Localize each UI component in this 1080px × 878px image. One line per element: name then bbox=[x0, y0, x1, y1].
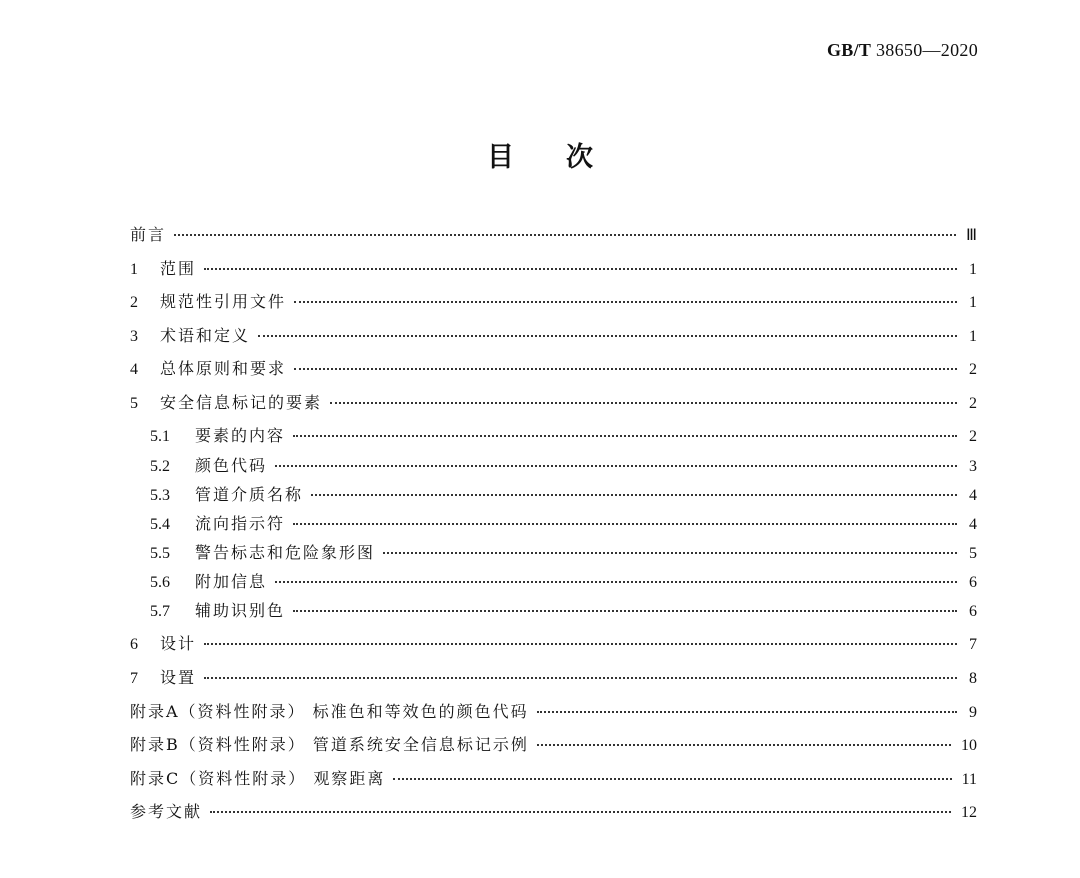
toc-entry[interactable] bbox=[130, 665, 977, 688]
toc-entry-label: 规范性引用文件 bbox=[160, 292, 287, 311]
toc-entry-number: 4 bbox=[130, 361, 138, 378]
toc-entry-label: 管道介质名称 bbox=[195, 485, 304, 504]
dot-leader bbox=[204, 268, 957, 270]
toc-entry-page: 7 bbox=[969, 636, 977, 653]
toc-entry-page: 9 bbox=[969, 704, 977, 721]
toc-entry-page: 6 bbox=[969, 603, 977, 620]
toc-entry[interactable] bbox=[130, 323, 977, 346]
toc-entry-label: 辅助识别色 bbox=[195, 601, 286, 620]
toc-entry-label: 术语和定义 bbox=[160, 326, 251, 345]
page-title: 目次 bbox=[487, 142, 645, 173]
toc-entry[interactable] bbox=[130, 256, 977, 279]
dot-leader bbox=[204, 677, 957, 679]
dot-leader bbox=[537, 711, 957, 713]
toc-entry-label: 要素的内容 bbox=[195, 426, 286, 445]
toc-entry-page: 2 bbox=[969, 428, 977, 445]
standard-prefix: GB/T bbox=[826, 40, 872, 60]
toc-entry-label: 附录A（资料性附录） 标准色和等效色的颜色代码 bbox=[130, 702, 529, 721]
toc-entry[interactable] bbox=[130, 511, 977, 534]
toc-entry-number: 5.6 bbox=[150, 574, 170, 591]
dot-leader bbox=[311, 494, 957, 496]
toc-entry-page: 1 bbox=[969, 294, 977, 311]
dot-leader bbox=[294, 301, 957, 303]
toc-entry-label: 附加信息 bbox=[195, 572, 268, 591]
dot-leader bbox=[293, 610, 957, 612]
toc-entry[interactable] bbox=[130, 482, 977, 505]
toc-entry-number: 5.4 bbox=[150, 516, 170, 533]
toc-entry-page: 8 bbox=[969, 670, 977, 687]
toc-entry-number: 5 bbox=[130, 395, 138, 412]
toc-entry[interactable] bbox=[130, 390, 977, 413]
toc-entry-page: 4 bbox=[969, 516, 977, 533]
toc-entry[interactable] bbox=[130, 453, 977, 476]
toc-entry-page: 4 bbox=[969, 487, 977, 504]
toc-entry-label: 设计 bbox=[160, 634, 197, 653]
dot-leader bbox=[204, 643, 957, 645]
toc-entry[interactable] bbox=[130, 766, 977, 789]
toc-entry-page: 1 bbox=[969, 328, 977, 345]
toc-entry-label: 警告标志和危险象形图 bbox=[195, 543, 376, 562]
toc-entry-label: 参考文献 bbox=[130, 802, 203, 821]
dot-leader bbox=[293, 435, 957, 437]
toc-entry-label: 设置 bbox=[160, 668, 197, 687]
dot-leader bbox=[258, 335, 957, 337]
toc-entry[interactable] bbox=[130, 631, 977, 654]
toc-entry-page: 2 bbox=[969, 361, 977, 378]
toc-entry-number: 6 bbox=[130, 636, 138, 653]
dot-leader bbox=[275, 465, 957, 467]
toc-entry-label: 流向指示符 bbox=[195, 514, 286, 533]
toc-entry[interactable] bbox=[130, 569, 977, 592]
toc-entry[interactable] bbox=[130, 356, 977, 379]
toc-entry-label: 附录C（资料性附录） 观察距离 bbox=[130, 769, 386, 788]
toc-entry-label: 附录B（资料性附录） 管道系统安全信息标记示例 bbox=[130, 735, 529, 754]
toc-entry-number: 1 bbox=[130, 261, 138, 278]
toc-entry-page: Ⅲ bbox=[965, 227, 977, 244]
dot-leader bbox=[275, 581, 957, 583]
toc-entry-number: 5.2 bbox=[150, 458, 170, 475]
toc-entry-label: 安全信息标记的要素 bbox=[160, 393, 323, 412]
toc-entry[interactable] bbox=[130, 732, 977, 755]
toc-entry-label: 范围 bbox=[160, 259, 197, 278]
standard-code bbox=[827, 40, 978, 61]
toc-entry-number: 5.1 bbox=[150, 428, 170, 445]
toc-entry-page: 11 bbox=[961, 771, 977, 788]
toc-entry-label: 颜色代码 bbox=[195, 456, 268, 475]
toc-entry[interactable] bbox=[130, 598, 977, 621]
toc-entry[interactable] bbox=[130, 540, 977, 563]
toc-entry-page: 6 bbox=[969, 574, 977, 591]
toc-entry-number: 5.5 bbox=[150, 545, 170, 562]
dot-leader bbox=[537, 744, 951, 746]
standard-number: 38650—2020 bbox=[876, 40, 978, 60]
dot-leader bbox=[294, 368, 957, 370]
dot-leader bbox=[383, 552, 957, 554]
toc-entry[interactable] bbox=[130, 423, 977, 446]
toc-entry-number: 2 bbox=[130, 294, 138, 311]
toc-entry-label: 前言 bbox=[130, 225, 167, 244]
dot-leader bbox=[393, 778, 951, 780]
toc-entry[interactable] bbox=[130, 289, 977, 312]
toc-entry-number: 5.3 bbox=[150, 487, 170, 504]
toc-entry-label: 总体原则和要求 bbox=[160, 359, 287, 378]
dot-leader bbox=[330, 402, 957, 404]
dot-leader bbox=[293, 523, 957, 525]
toc-entry[interactable] bbox=[130, 222, 977, 245]
toc-entry[interactable] bbox=[130, 699, 977, 722]
toc-entry-page: 5 bbox=[969, 545, 977, 562]
toc-entry-number: 5.7 bbox=[150, 603, 170, 620]
toc-entry-page: 3 bbox=[969, 458, 977, 475]
dot-leader bbox=[174, 234, 956, 236]
dot-leader bbox=[210, 811, 951, 813]
toc-entry-page: 2 bbox=[969, 395, 977, 412]
toc-entry-number: 7 bbox=[130, 670, 138, 687]
toc-entry[interactable] bbox=[130, 799, 977, 822]
toc-entry-number: 3 bbox=[130, 328, 138, 345]
toc-entry-page: 10 bbox=[961, 737, 977, 754]
toc-entry-page: 1 bbox=[969, 261, 977, 278]
toc-entry-page: 12 bbox=[961, 804, 977, 821]
